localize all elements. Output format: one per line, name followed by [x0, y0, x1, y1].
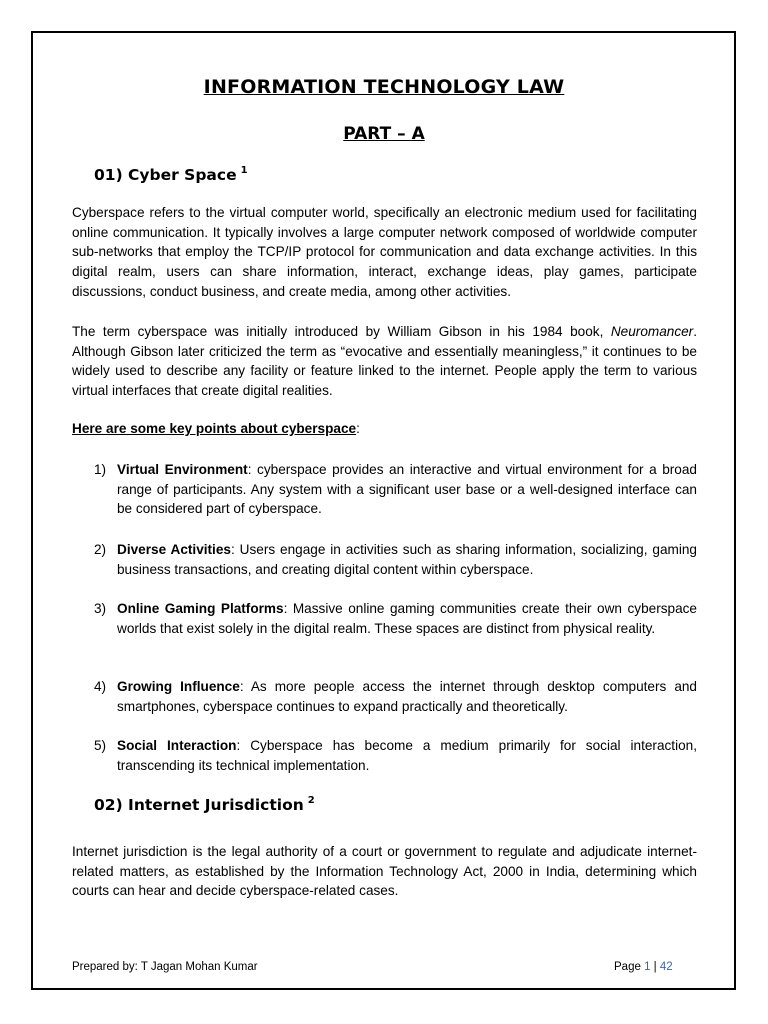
list-item-term: Diverse Activities: [117, 542, 231, 557]
list-item-term: Social Interaction: [117, 738, 237, 753]
book-title: Neuromancer: [610, 324, 694, 339]
key-points-heading-colon: :: [356, 421, 360, 436]
history-text-end: . Although Gibson later criticized the term as “evocative and essentially meaningless,” it continues to be widely used to describe any facility or feature linked to the internet. People apply the term to various virtual interfaces that create digital realities.: [72, 324, 697, 399]
cyberspace-history-paragraph: [72, 322, 697, 401]
list-item: [94, 540, 697, 579]
list-item-number: 4): [94, 679, 107, 694]
section-heading-internet-jurisdiction: [94, 796, 315, 814]
list-item-text: : Users engage in activities such as sharing information, socializing, gaming business transactions, and creating digital content within cyberspace.: [117, 542, 697, 577]
page-separator: |: [650, 961, 660, 973]
list-item-term: Online Gaming Platforms: [117, 601, 284, 616]
footnote-ref: 1: [240, 165, 248, 176]
list-item-number: 5): [94, 738, 107, 753]
list-item-text: : cyberspace provides an interactive and virtual environment for a broad range of participants. Any system with a significant user base or a well-designed interface can be considered part of cyberspace.: [117, 462, 697, 517]
footer-page-number: [614, 961, 673, 973]
list-item-number: 2): [94, 542, 107, 557]
list-item: [94, 599, 697, 638]
key-points-heading: [72, 421, 360, 436]
list-item: [94, 736, 697, 775]
list-item: [94, 677, 697, 716]
section-heading-cyber-space: [94, 166, 248, 184]
part-heading: PART – A: [343, 124, 425, 144]
document-title: INFORMATION TECHNOLOGY LAW: [203, 76, 565, 98]
list-item-text: : Massive online gaming communities create their own cyberspace worlds that exist solely in the digital realm. These spaces are distinct from physical reality.: [117, 601, 697, 636]
list-item-term: Growing Influence: [117, 679, 240, 694]
list-item: [94, 460, 697, 519]
list-item-number: 3): [94, 601, 107, 616]
page-label: Page: [614, 961, 645, 973]
section-heading-text: 01) Cyber Space: [94, 166, 237, 185]
list-item-term: Virtual Environment: [117, 462, 248, 477]
current-page: 1: [644, 961, 651, 973]
jurisdiction-paragraph: Internet jurisdiction is the legal authority of a court or government to regulate and adjudicate internet-related matters, as established by the Information Technology Act, 2000 in India, determining which courts can hear and decide cyberspace-related cases.: [72, 844, 697, 899]
footer-author: Prepared by: T Jagan Mohan Kumar: [72, 961, 258, 973]
section-heading-text: 02) Internet Jurisdiction: [94, 796, 304, 815]
total-pages: 42: [659, 961, 673, 973]
list-item-number: 1): [94, 462, 107, 477]
list-item-text: : As more people access the internet through desktop computers and smartphones, cyberspace continues to expand practically and theoretically.: [117, 679, 697, 714]
footnote-ref: 2: [307, 795, 315, 806]
cyberspace-definition-paragraph: Cyberspace refers to the virtual computer world, specifically an electronic medium used for facilitating online communication. It typically involves a large computer network composed of worldwide computer sub-networks that employ the TCP/IP protocol for communication and data exchange activities. In this digital realm, users can share information, interact, exchange ideas, play games, participate discussions, conduct business, and create media, among other activities.: [72, 205, 697, 299]
key-points-heading-text: Here are some key points about cyberspace: [72, 421, 357, 436]
list-item-text: : Cyberspace has become a medium primarily for social interaction, transcending its technical implementation.: [117, 738, 697, 773]
history-text-start: The term cyberspace was initially introduced by William Gibson in his 1984 book,: [72, 324, 611, 339]
